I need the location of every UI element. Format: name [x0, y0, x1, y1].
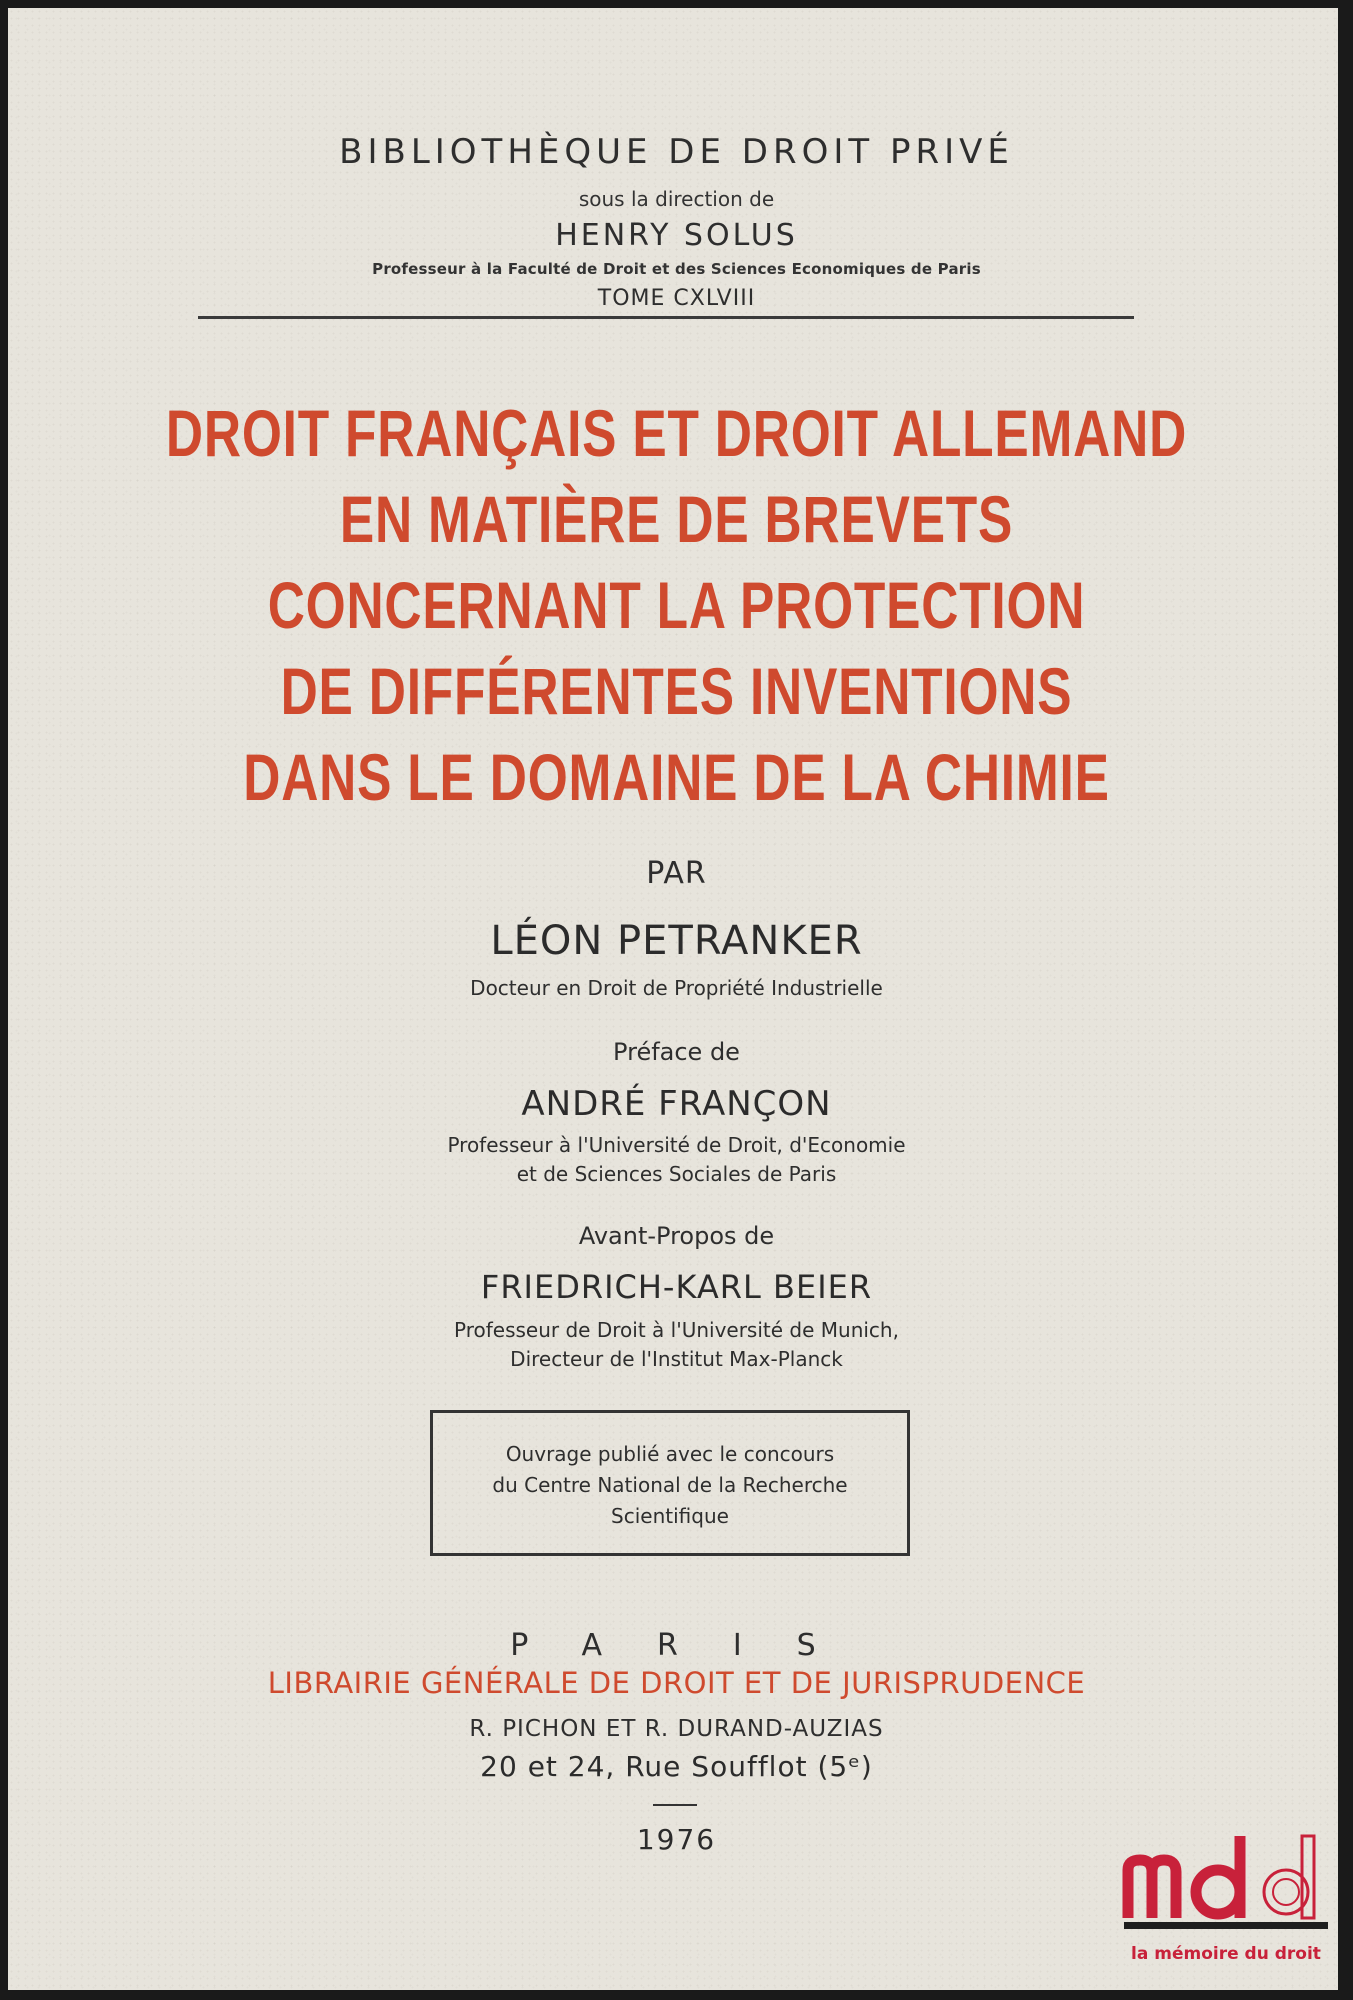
foreword-author-title-line-1: Professeur de Droit à l'Université de Munich,: [454, 1318, 899, 1342]
author-name: LÉON PETRANKER: [490, 918, 863, 964]
director-title: Professeur à la Faculté de Droit et des Sciences Economiques de Paris: [372, 260, 981, 278]
foreword-author-name: FRIEDRICH-KARL BEIER: [480, 1268, 873, 1306]
title-line-4: DE DIFFÉRENTES INVENTIONS: [280, 654, 1073, 728]
tome-number: TOME CXLVIII: [597, 286, 756, 311]
mdd-logo: [1114, 1826, 1334, 1988]
author-title: Docteur en Droit de Propriété Industrielle: [470, 976, 883, 1000]
publisher-name: LIBRAIRIE GÉNÉRALE DE DROIT ET DE JURISPRUDENCE: [267, 1666, 1086, 1700]
by-label: PAR: [646, 856, 707, 891]
support-line-3: Scientifique: [611, 1504, 729, 1528]
logo-underline: [1124, 1922, 1328, 1929]
logo-tagline: la mémoire du droit: [1131, 1944, 1321, 1964]
series-director: HENRY SOLUS: [555, 218, 798, 253]
publication-year: 1976: [636, 1823, 717, 1856]
year-divider: [653, 1804, 697, 1806]
publisher-imprint: R. PICHON ET R. DURAND-AUZIAS: [469, 1716, 884, 1742]
direction-label: sous la direction de: [578, 187, 775, 211]
mdd-logo-mark: [1114, 1826, 1334, 1922]
publisher-address: 20 et 24, Rue Soufflot (5ᵉ): [480, 1750, 873, 1783]
header-divider: [198, 316, 1134, 319]
preface-author-title-line-1: Professeur à l'Université de Droit, d'Economie: [447, 1133, 906, 1157]
support-line-2: du Centre National de la Recherche: [492, 1473, 848, 1497]
foreword-author-title-line-2: Directeur de l'Institut Max-Planck: [510, 1347, 843, 1371]
preface-label: Préface de: [613, 1038, 740, 1066]
title-line-2: EN MATIÈRE DE BREVETS: [339, 482, 1014, 556]
support-notice-box: [430, 1410, 910, 1556]
title-line-1: DROIT FRANÇAIS ET DROIT ALLEMAND: [165, 396, 1188, 470]
book-title: [0, 390, 1353, 820]
preface-author-name: ANDRÉ FRANÇON: [521, 1084, 832, 1124]
foreword-label: Avant-Propos de: [578, 1222, 775, 1250]
publication-city: PARIS: [510, 1628, 871, 1663]
title-line-5: DANS LE DOMAINE DE LA CHIMIE: [243, 740, 1110, 814]
series-title: BIBLIOTHÈQUE DE DROIT PRIVÉ: [339, 132, 1014, 172]
title-line-3: CONCERNANT LA PROTECTION: [267, 568, 1086, 642]
preface-author-title-line-2: et de Sciences Sociales de Paris: [516, 1162, 837, 1186]
support-line-1: Ouvrage publié avec le concours: [505, 1442, 835, 1466]
